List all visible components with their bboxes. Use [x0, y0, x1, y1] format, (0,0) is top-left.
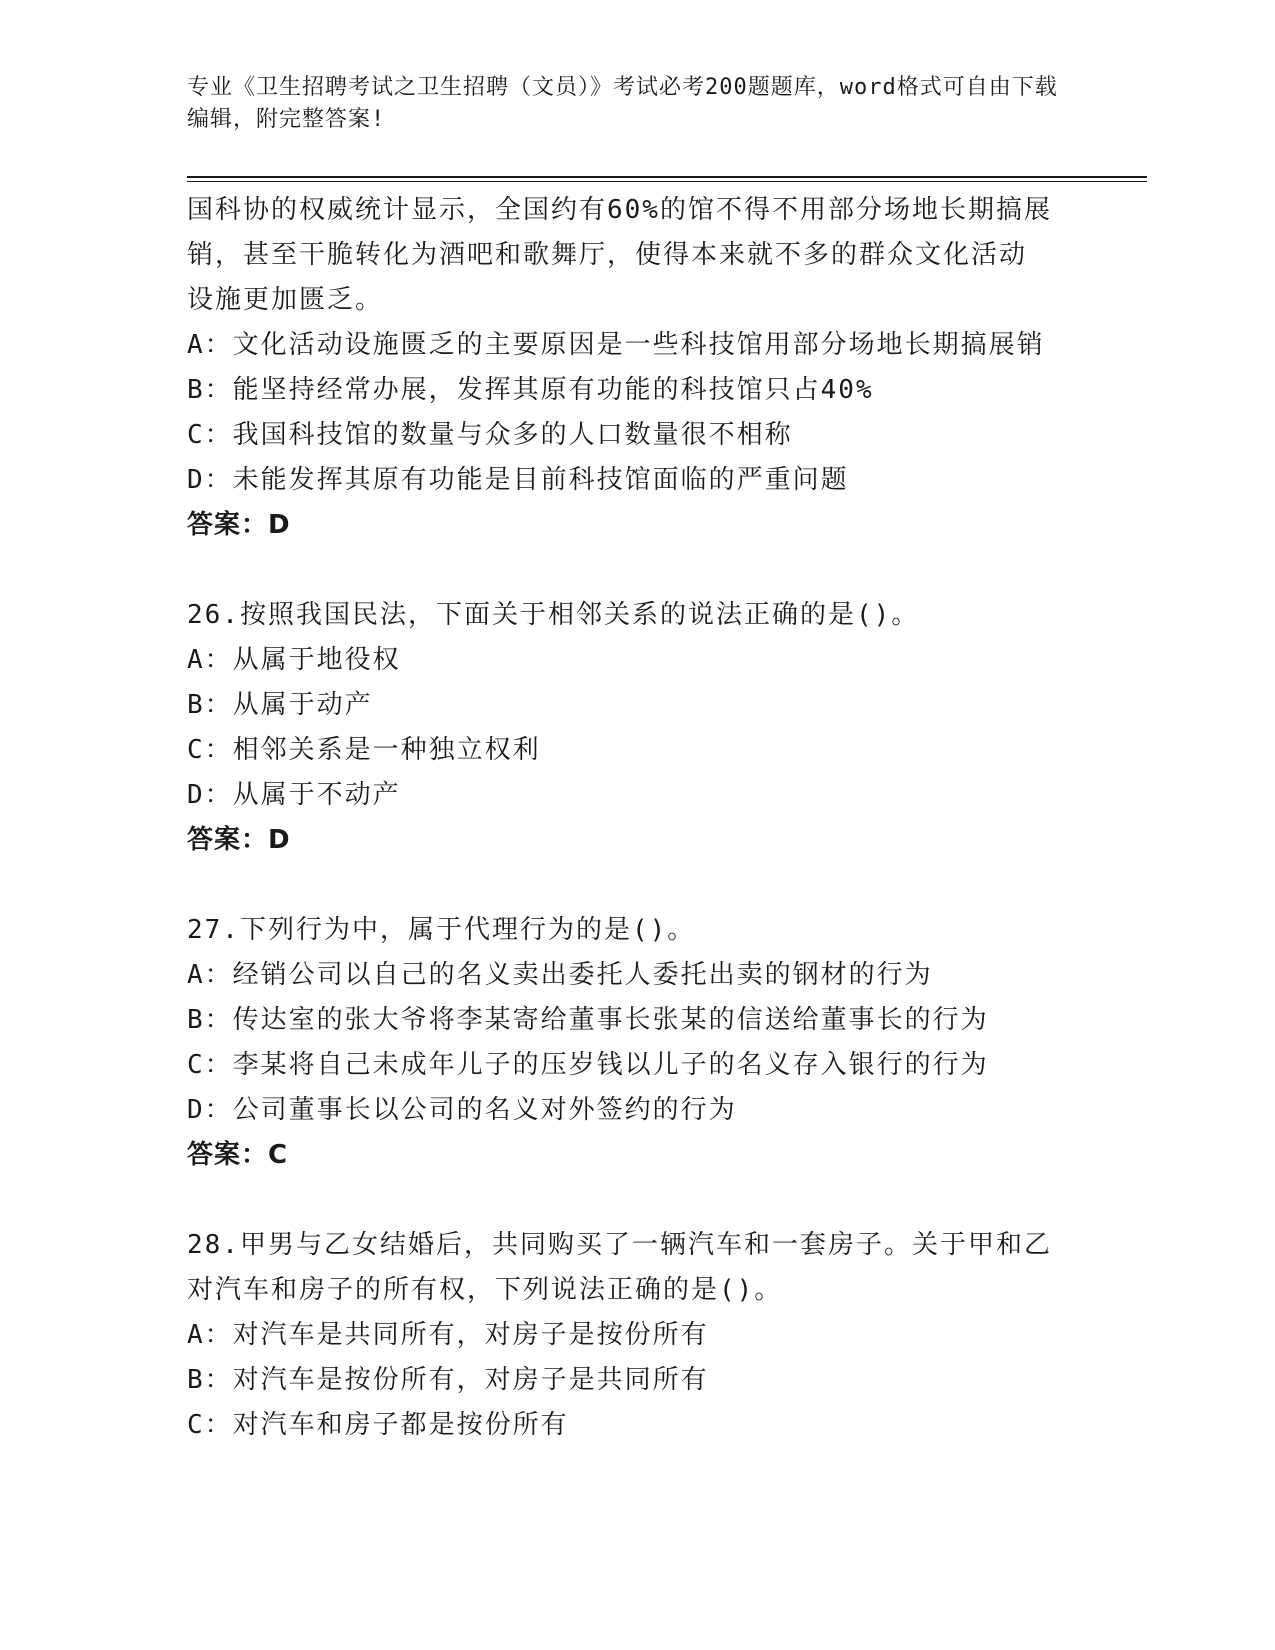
spacer — [187, 548, 1087, 593]
q28-option-a: A：对汽车是共同所有，对房子是按份所有 — [187, 1320, 709, 1350]
spacer — [187, 863, 1087, 908]
q28-option-c: C：对汽车和房子都是按份所有 — [187, 1410, 569, 1440]
q25-answer: 答案：D — [187, 510, 291, 540]
intro-line: 国科协的权威统计显示，全国约有60%的馆不得不用部分场地长期搞展 — [187, 195, 1052, 225]
q26-answer: 答案：D — [187, 825, 291, 855]
q25-option-a: A：文化活动设施匮乏的主要原因是一些科技馆用部分场地长期搞展销 — [187, 330, 1045, 360]
document-body — [187, 188, 1087, 1448]
q25-option-d: D：未能发挥其原有功能是目前科技馆面临的严重问题 — [187, 465, 849, 495]
q28-question-line: 28.甲男与乙女结婚后，共同购买了一辆汽车和一套房子。关于甲和乙 — [187, 1230, 1052, 1260]
q25-option-c: C：我国科技馆的数量与众多的人口数量很不相称 — [187, 420, 793, 450]
q26-option-c: C：相邻关系是一种独立权利 — [187, 735, 541, 765]
q28-question-line: 对汽车和房子的所有权，下列说法正确的是()。 — [187, 1275, 783, 1305]
q26-option-a: A：从属于地役权 — [187, 645, 401, 675]
q27-option-b: B：传达室的张大爷将李某寄给董事长张某的信送给董事长的行为 — [187, 1005, 989, 1035]
document-header — [187, 72, 1067, 136]
header-text: 专业《卫生招聘考试之卫生招聘（文员）》考试必考200题题库，word格式可自由下载编辑，附完整答案! — [187, 75, 1058, 132]
q26-option-b: B：从属于动产 — [187, 690, 373, 720]
q27-option-d: D：公司董事长以公司的名义对外签约的行为 — [187, 1095, 737, 1125]
header-divider — [187, 176, 1147, 182]
q28-option-b: B：对汽车是按份所有，对房子是共同所有 — [187, 1365, 709, 1395]
q27-option-a: A：经销公司以自己的名义卖出委托人委托出卖的钢材的行为 — [187, 960, 933, 990]
spacer — [187, 1178, 1087, 1223]
q26-question: 26.按照我国民法，下面关于相邻关系的说法正确的是()。 — [187, 600, 920, 630]
q27-question: 27.下列行为中，属于代理行为的是()。 — [187, 915, 696, 945]
q26-option-d: D：从属于不动产 — [187, 780, 401, 810]
intro-line: 销，甚至干脆转化为酒吧和歌舞厅，使得本来就不多的群众文化活动 — [187, 240, 1028, 270]
q27-option-c: C：李某将自己未成年儿子的压岁钱以儿子的名义存入银行的行为 — [187, 1050, 989, 1080]
q25-option-b: B：能坚持经常办展，发挥其原有功能的科技馆只占40% — [187, 375, 874, 405]
intro-line: 设施更加匮乏。 — [187, 285, 384, 315]
q27-answer: 答案：C — [187, 1140, 289, 1170]
